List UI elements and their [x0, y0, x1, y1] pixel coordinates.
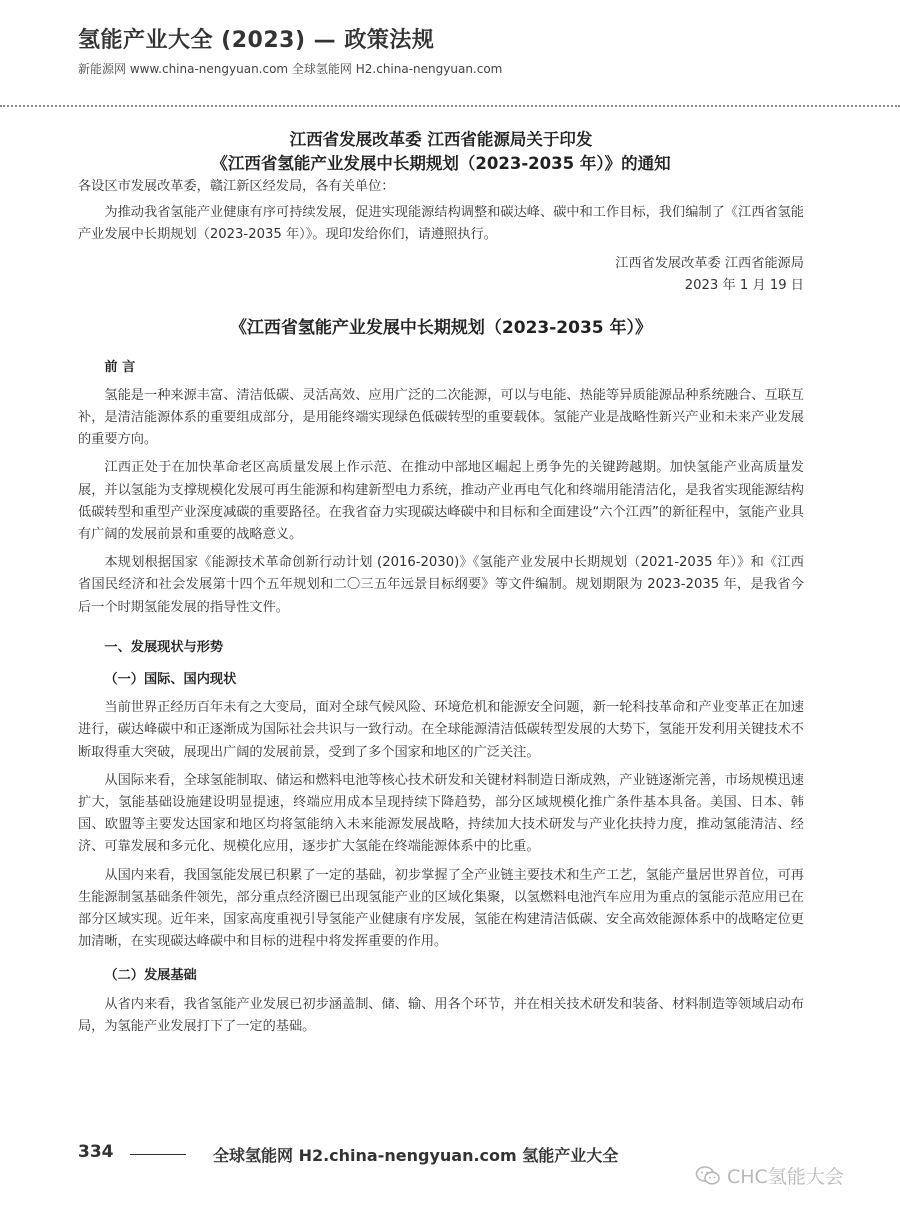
- subsection-2-heading: （二）发展基础: [104, 968, 197, 984]
- notice-body: 为推动我省氢能产业健康有序可持续发展，促进实现能源结构调整和碳达峰、碳中和工作目标，我们编制了《江西省氢能产业发展中长期规划（2023-2035 年）》。现印发给你们，请遵照执行。: [78, 205, 804, 243]
- footer-text: 全球氢能网 H2.china-nengyuan.com 氢能产业大全: [213, 1146, 619, 1165]
- plan-title: 《江西省氢能产业发展中长期规划（2023-2035 年）》: [229, 317, 653, 338]
- wechat-icon: [695, 1165, 721, 1187]
- footer-divider: [130, 1154, 186, 1155]
- preface-paragraph-2: 江西正处于在加快革命老区高质量发展上作示范、在推动中部地区崛起上勇争先的关键跨越期。加快氢能产业高质量发展，并以氢能为支撑规模化发展可再生能源和构建新型电力系统，推动产业再电气化和终端用能清洁化，是我省实现能源结构低碳转型和重型产业深度减碳的重要路径。在我省奋力实现碳达峰碳中和目标和全面建设“六个江西”的新征程中，氢能产业具有广阔的发展前景和重要的战略意义。: [78, 460, 804, 543]
- notice-title-line2: 《江西省氢能产业发展中长期规划（2023-2035 年）》的通知: [211, 154, 671, 173]
- watermark: [695, 1162, 844, 1189]
- notice-salutation: 各设区市发展改革委，赣江新区经发局，各有关单位：: [78, 179, 395, 194]
- header-title: 氢能产业大全 (2023) — 政策法规: [78, 28, 435, 53]
- subsection-1-heading: （一）国际、国内现状: [104, 672, 237, 688]
- subsection-1-paragraph-1: 当前世界正经历百年未有之大变局，面对全球气候风险、环境危机和能源安全问题，新一轮科技革命和产业变革正在加速进行，碳达峰碳中和正逐渐成为国际社会共识与一致行动。在全球能源清洁低碳转型发展的大势下，氢能开发利用关键技术不断取得重大突破，展现出广阔的发展前景，受到了多个国家和地区的广泛关注。: [78, 700, 804, 760]
- page-number: 334: [78, 1142, 114, 1162]
- notice-title-line1: 江西省发展改革委 江西省能源局关于印发: [289, 130, 593, 149]
- page-header: [78, 24, 838, 78]
- notice-date: 2023 年 1 月 19 日: [684, 277, 804, 293]
- subsection-1-paragraph-3: 从国内来看，我国氢能发展已积累了一定的基础，初步掌握了全产业链主要技术和生产工艺，氢能产量居世界首位，可再生能源制氢基础条件领先，部分重点经济圈已出现氢能产业的区域化集聚，以氢燃料电池汽车应用为重点的氢能示范应用已在部分区域实现。近年来，国家高度重视引导氢能产业健康有序发展，氢能在构建清洁低碳、安全高效能源体系中的战略定位更加清晰，在实现碳达峰碳中和目标的进程中将发挥重要的作用。: [78, 867, 804, 950]
- notice-issuer: 江西省发展改革委 江西省能源局: [615, 255, 804, 271]
- preface-paragraph-3: 本规划根据国家《能源技术革命创新行动计划 (2016-2030)》《氢能产业发展中长期规划（2021-2035 年）》和《江西省国民经济和社会发展第十四个五年规划和二〇三五年远景目标纲要》等文件编制。规划期限为 2023-2035 年，是我省今后一个时期氢能发展的指导性文件。: [78, 555, 804, 615]
- preface-heading: 前 言: [104, 359, 136, 375]
- subsection-1-paragraph-2: 从国际来看，全球氢能制取、储运和燃料电池等核心技术研发和关键材料制造日渐成熟，产业链逐渐完善，市场规模迅速扩大，氢能基础设施建设明显提速，终端应用成本呈现持续下降趋势，部分区域规模化推广条件基本具备。美国、日本、韩国、欧盟等主要发达国家和地区均将氢能纳入未来能源发展战略，持续加大技术研发与产业化扶持力度，推动氢能清洁、经济、可靠发展和多元化、规模化应用，逐步扩大氢能在终端能源体系中的比重。: [78, 772, 804, 855]
- header-divider: [0, 105, 900, 107]
- section-1-heading: 一、发展现状与形势: [104, 639, 224, 655]
- document-body: [78, 128, 804, 1044]
- header-subtitle: 新能源网 www.china-nengyuan.com 全球氢能网 H2.china-nengyuan.com: [78, 62, 503, 76]
- subsection-2-paragraph-1: 从省内来看，我省氢能产业发展已初步涵盖制、储、输、用各个环节，并在相关技术研发和装备、材料制造等领域启动布局，为氢能产业发展打下了一定的基础。: [78, 996, 804, 1034]
- watermark-text: CHC氢能大会: [727, 1166, 844, 1188]
- preface-paragraph-1: 氢能是一种来源丰富、清洁低碳、灵活高效、应用广泛的二次能源，可以与电能、热能等异质能源品种系统融合、互联互补，是清洁能源体系的重要组成部分，是用能终端实现绿色低碳转型的重要载体。氢能产业是战略性新兴产业和未来产业发展的重要方向。: [78, 387, 804, 448]
